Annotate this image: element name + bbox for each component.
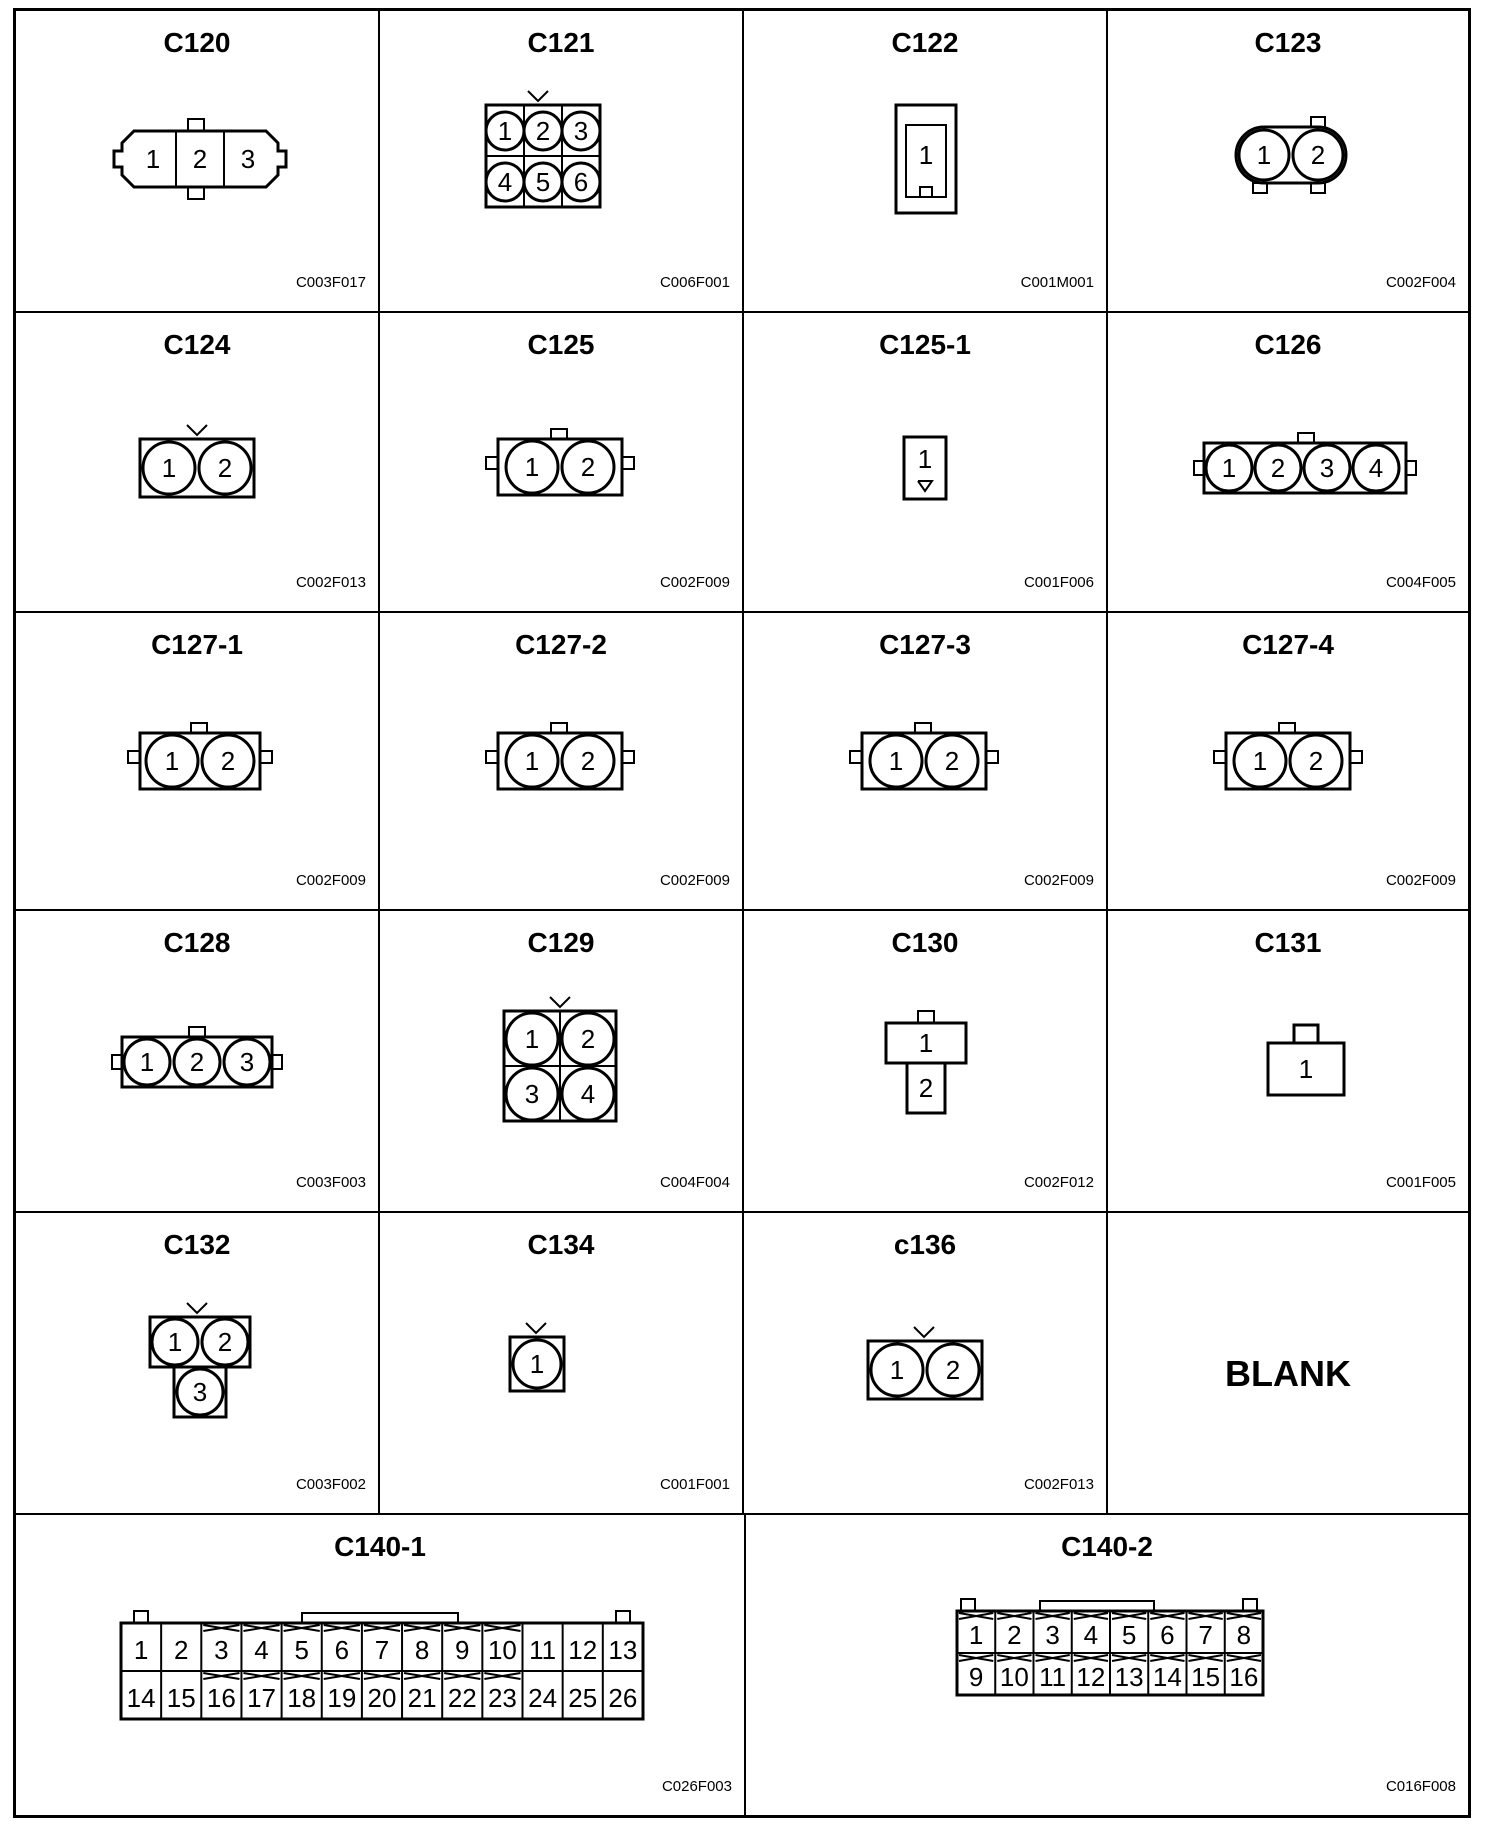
connector-c122-diagram	[744, 11, 1108, 313]
pin-label: 2	[1270, 453, 1286, 483]
connector-c134	[380, 1213, 744, 1515]
connector-c136	[744, 1213, 1108, 1515]
pin-label: 21	[407, 1683, 437, 1713]
pin-label: 19	[327, 1683, 357, 1713]
connector-code: C002F009	[1385, 872, 1456, 889]
pin-label: 26	[608, 1683, 638, 1713]
connector-code: C003F002	[295, 1476, 366, 1493]
connector-code: C001M001	[1020, 274, 1094, 291]
pin-label: 1	[1256, 140, 1272, 170]
pin-lock-hatch	[243, 1625, 279, 1631]
connector-code: C002F009	[295, 872, 366, 889]
pin-label: 10	[999, 1662, 1029, 1692]
pin-label: 3	[192, 1377, 208, 1407]
connector-c120	[16, 11, 380, 313]
pin-label: 2	[918, 1073, 934, 1103]
pin-label: 1	[917, 444, 933, 474]
pin-lock-hatch	[284, 1625, 320, 1631]
connector-c127-2	[380, 613, 744, 911]
blank-label: BLANK	[1225, 1353, 1351, 1394]
connector-title: C132	[163, 1229, 231, 1260]
pin-label: 5	[1121, 1620, 1137, 1650]
pin-label: 1	[968, 1620, 984, 1650]
pin-label: 4	[254, 1635, 269, 1665]
pin-label: 24	[528, 1683, 558, 1713]
pin-label: 5	[294, 1635, 309, 1665]
pin-lock-hatch	[1227, 1655, 1261, 1661]
connector-title: C126	[1254, 329, 1322, 360]
pin-label: 2	[945, 1355, 961, 1385]
connector-c121	[380, 11, 744, 313]
connector-c124-diagram	[16, 313, 380, 613]
pin-label: 7	[1198, 1620, 1213, 1650]
connector-c125-1-diagram	[744, 313, 1108, 613]
pin-lock-hatch	[1036, 1613, 1070, 1619]
pin-lock-hatch	[404, 1673, 440, 1679]
connector-c131-diagram	[1108, 911, 1468, 1213]
connector-title: C124	[163, 329, 231, 360]
pin-label: 3	[1045, 1620, 1060, 1650]
pin-label: 1	[529, 1349, 545, 1379]
connector-code: C003F017	[295, 274, 366, 291]
pin-label: 2	[580, 746, 596, 776]
pin-label: 4	[497, 167, 513, 197]
pin-label: 1	[889, 1355, 905, 1385]
pin-label: 3	[214, 1635, 229, 1665]
pin-label: 2	[220, 746, 236, 776]
pin-label: 11	[1039, 1662, 1067, 1692]
connector-c127-1	[16, 613, 380, 911]
pin-lock-hatch	[959, 1613, 993, 1619]
pin-label: 9	[455, 1635, 470, 1665]
connector-title: C130	[891, 927, 959, 958]
pin-label: 9	[968, 1662, 984, 1692]
pin-label: 15	[1191, 1662, 1221, 1692]
pin-label: 1	[888, 746, 904, 776]
connector-title: C131	[1254, 927, 1322, 958]
connector-title: C122	[891, 27, 959, 58]
pin-label: 3	[239, 1047, 255, 1077]
connector-title: C123	[1254, 27, 1322, 58]
pin-label: 6	[573, 167, 589, 197]
connector-c124	[16, 313, 380, 613]
pin-label: 1	[1298, 1054, 1314, 1084]
pin-label: 2	[535, 116, 551, 146]
pin-lock-hatch	[997, 1655, 1031, 1661]
pin-lock-hatch	[444, 1625, 480, 1631]
pin-label: 1	[167, 1327, 183, 1357]
connector-code: C016F008	[1385, 1778, 1456, 1795]
connector-code: C002F012	[1023, 1174, 1094, 1191]
pin-label: 2	[217, 1327, 233, 1357]
connector-c127-2-diagram	[380, 613, 744, 911]
connector-c128	[16, 911, 380, 1213]
pin-label: 17	[247, 1683, 276, 1713]
connector-title: C127-3	[879, 629, 971, 660]
pin-lock-hatch	[444, 1673, 480, 1679]
connector-c134-diagram	[380, 1213, 744, 1515]
connector-title: C121	[527, 27, 595, 58]
pin-label: 16	[1229, 1662, 1259, 1692]
connector-c127-1-diagram	[16, 613, 380, 911]
pin-lock-hatch	[1112, 1655, 1146, 1661]
pin-label: 4	[580, 1079, 596, 1109]
connector-c130	[744, 911, 1108, 1213]
pin-lock-hatch	[997, 1613, 1031, 1619]
connector-c140-1	[16, 1515, 746, 1815]
pin-lock-hatch	[959, 1655, 993, 1661]
connector-c126-diagram	[1108, 313, 1468, 613]
pin-lock-hatch	[324, 1625, 360, 1631]
connector-c129-diagram	[380, 911, 744, 1213]
pin-lock-hatch	[284, 1673, 320, 1679]
pin-label: 1	[1252, 746, 1268, 776]
connector-code: C001F006	[1023, 574, 1094, 591]
pin-lock-hatch	[1189, 1613, 1223, 1619]
pin-label: 3	[524, 1079, 540, 1109]
connector-c128-diagram	[16, 911, 380, 1213]
connector-code: C002F009	[1023, 872, 1094, 889]
connector-c129	[380, 911, 744, 1213]
connector-code: C001F005	[1385, 1174, 1456, 1191]
connector-code: C002F004	[1385, 274, 1456, 291]
pin-label: 14	[126, 1683, 156, 1713]
pin-label: 2	[944, 746, 960, 776]
pin-label: 2	[1308, 746, 1324, 776]
pin-label: 3	[573, 116, 589, 146]
pin-label: 13	[608, 1635, 638, 1665]
pin-label: 8	[1236, 1620, 1252, 1650]
connector-c132	[16, 1213, 380, 1515]
connector-c125	[380, 313, 744, 613]
pin-label: 2	[1007, 1620, 1022, 1650]
pin-label: 6	[1160, 1620, 1175, 1650]
pin-lock-hatch	[1074, 1655, 1108, 1661]
pin-label: 4	[1368, 453, 1384, 483]
connector-title: C125-1	[879, 329, 971, 360]
pin-label: 14	[1152, 1662, 1182, 1692]
blank-cell	[1108, 1213, 1468, 1515]
pin-label: 5	[535, 167, 551, 197]
pin-label: 3	[240, 144, 256, 174]
connector-code: C026F003	[661, 1778, 732, 1795]
pin-label: 1	[497, 116, 513, 146]
pin-label: 1	[133, 1635, 149, 1665]
connector-c131	[1108, 911, 1468, 1213]
connector-code: C006F001	[659, 274, 730, 291]
connector-c120-diagram	[16, 11, 380, 313]
connector-c127-3-diagram	[744, 613, 1108, 911]
pin-label: 6	[334, 1635, 350, 1665]
connector-c130-diagram	[744, 911, 1108, 1213]
pin-lock-hatch	[364, 1625, 400, 1631]
pin-label: 1	[918, 140, 934, 170]
pin-label: 18	[287, 1683, 317, 1713]
connector-title: C129	[527, 927, 595, 958]
connector-title: C127-1	[151, 629, 243, 660]
connector-c122	[744, 11, 1108, 313]
pin-lock-hatch	[324, 1673, 360, 1679]
connector-title: C140-2	[1061, 1531, 1153, 1562]
pin-lock-hatch	[243, 1673, 279, 1679]
connector-sheet	[13, 8, 1471, 1818]
pin-label: 1	[145, 144, 161, 174]
pin-label: 2	[580, 1024, 596, 1054]
pin-label: 1	[524, 452, 540, 482]
pin-label: 2	[173, 1635, 189, 1665]
pin-label: 23	[487, 1683, 517, 1713]
pin-lock-hatch	[484, 1625, 520, 1631]
connector-c123	[1108, 11, 1468, 313]
pin-label: 7	[374, 1635, 390, 1665]
pin-label: 1	[524, 746, 540, 776]
pin-label: 2	[1310, 140, 1326, 170]
connector-c136-diagram	[744, 1213, 1108, 1515]
pin-label: 10	[487, 1635, 517, 1665]
pin-lock-hatch	[203, 1625, 239, 1631]
pin-lock-hatch	[203, 1673, 239, 1679]
pin-lock-hatch	[1150, 1655, 1184, 1661]
pin-label: 13	[1114, 1662, 1144, 1692]
connector-code: C001F001	[659, 1476, 730, 1493]
connector-c140-2	[746, 1515, 1468, 1815]
connector-code: C003F003	[295, 1174, 366, 1191]
pin-label: 2	[192, 144, 208, 174]
connector-title: c136	[893, 1229, 957, 1260]
pin-label: 3	[1319, 453, 1335, 483]
pin-label: 15	[166, 1683, 196, 1713]
connector-c132-diagram	[16, 1213, 380, 1515]
connector-title: C140-1	[334, 1531, 426, 1562]
connector-c127-3	[744, 613, 1108, 911]
pin-label: 16	[206, 1683, 236, 1713]
connector-c127-4	[1108, 613, 1468, 911]
pin-lock-hatch	[1189, 1655, 1223, 1661]
connector-c125-1	[744, 313, 1108, 613]
pin-lock-hatch	[1227, 1613, 1261, 1619]
pin-label: 22	[447, 1683, 477, 1713]
pin-lock-hatch	[404, 1625, 440, 1631]
connector-title: C125	[527, 329, 595, 360]
pin-lock-hatch	[1036, 1655, 1070, 1661]
pin-label: 1	[161, 453, 177, 483]
pin-label: 1	[1221, 453, 1237, 483]
connector-title: C127-2	[515, 629, 607, 660]
pin-lock-hatch	[1112, 1613, 1146, 1619]
pin-label: 2	[189, 1047, 205, 1077]
connector-title: C134	[527, 1229, 595, 1260]
pin-label: 1	[164, 746, 180, 776]
pin-label: 12	[568, 1635, 598, 1665]
pin-label: 1	[139, 1047, 155, 1077]
pin-label: 11	[529, 1635, 557, 1665]
connector-code: C002F009	[659, 872, 730, 889]
connector-c127-4-diagram	[1108, 613, 1468, 911]
pin-label: 4	[1083, 1620, 1099, 1650]
pin-label: 25	[568, 1683, 598, 1713]
connector-code: C002F013	[295, 574, 366, 591]
connector-c123-diagram	[1108, 11, 1468, 313]
pin-label: 12	[1076, 1662, 1106, 1692]
pin-label: 8	[414, 1635, 430, 1665]
connector-title: C128	[163, 927, 231, 958]
pin-label: 1	[918, 1028, 934, 1058]
connector-c125-diagram	[380, 313, 744, 613]
connector-c126	[1108, 313, 1468, 613]
pin-label: 20	[367, 1683, 397, 1713]
pin-label: 2	[217, 453, 233, 483]
pin-lock-hatch	[484, 1673, 520, 1679]
connector-code: C004F004	[659, 1174, 730, 1191]
connector-code: C002F013	[1023, 1476, 1094, 1493]
connector-c140-1-diagram	[16, 1515, 746, 1815]
pin-lock-hatch	[364, 1673, 400, 1679]
connector-code: C004F005	[1385, 574, 1456, 591]
connector-title: C127-4	[1242, 629, 1334, 660]
pin-lock-hatch	[1074, 1613, 1108, 1619]
connector-code: C002F009	[659, 574, 730, 591]
pin-lock-hatch	[1150, 1613, 1184, 1619]
pin-label: 2	[580, 452, 596, 482]
connector-title: C120	[163, 27, 231, 58]
connector-c140-2-diagram	[746, 1515, 1468, 1815]
connector-c121-diagram	[380, 11, 744, 313]
pin-label: 1	[524, 1024, 540, 1054]
